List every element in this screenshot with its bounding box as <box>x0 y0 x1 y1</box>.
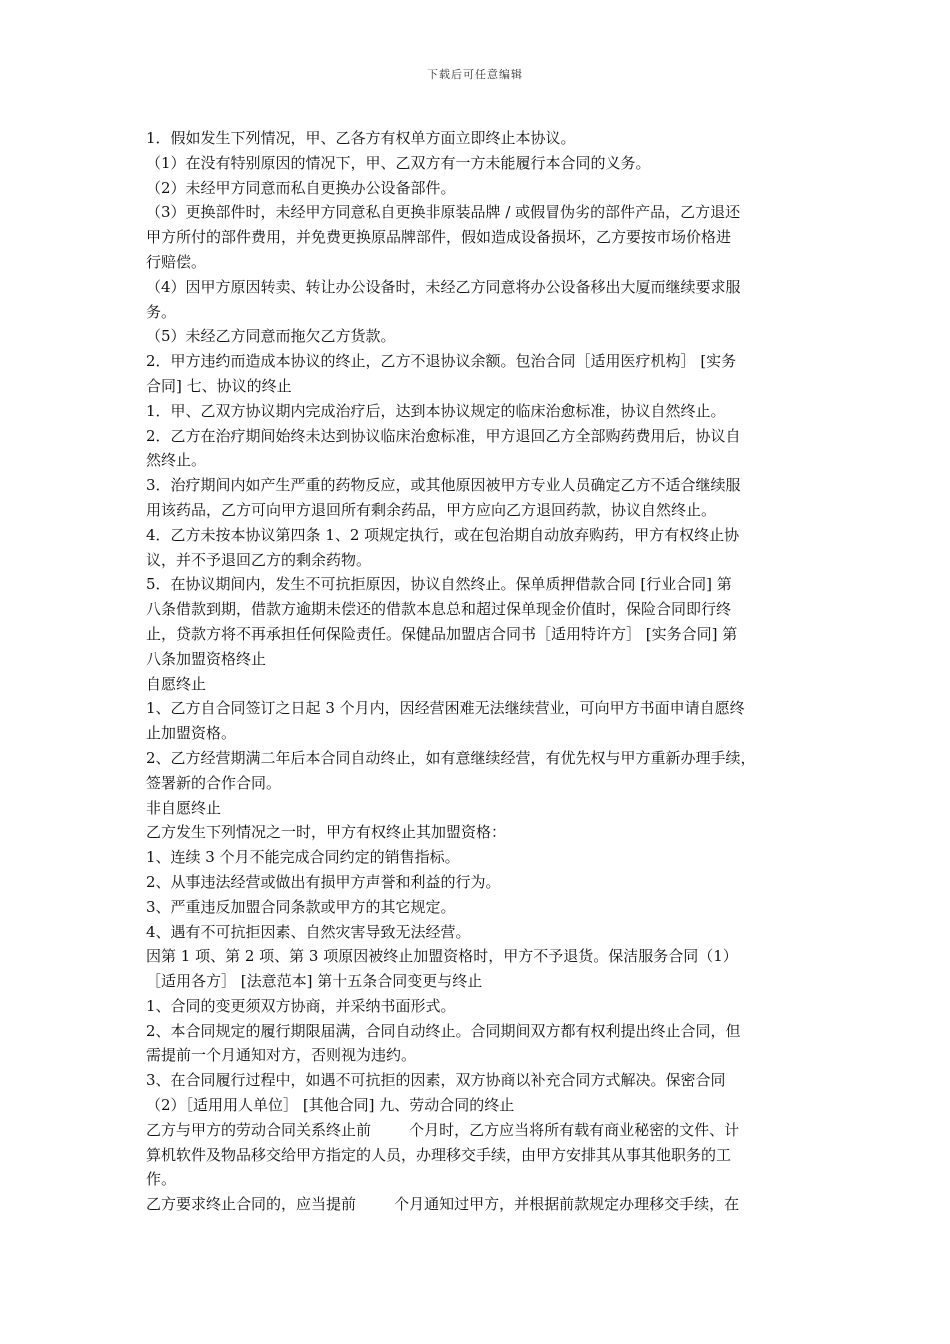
document-body <box>146 126 810 1217</box>
text-line: 合同] 七、协议的终止 <box>146 376 292 395</box>
text-line: 议，并不予退回乙方的剩余药物。 <box>146 550 372 569</box>
text-line: （5）未经乙方同意而拖欠乙方货款。 <box>146 327 396 346</box>
text-line: 非自愿终止 <box>146 798 222 817</box>
text-line: 用该药品，乙方可向甲方退回所有剩余药品，甲方应向乙方退回药款，协议自然终止。 <box>146 500 717 519</box>
text-line: 2．甲方违约而造成本协议的终止，乙方不退协议余额。包治合同［适用医疗机构］ [实务 <box>146 352 737 371</box>
text-line: 甲方所付的部件费用，并免费更换原品牌部件，假如造成设备损坏，乙方要按市场价格进 <box>146 228 732 247</box>
text-line: 因第 1 项、第 2 项、第 3 项原因被终止加盟资格时，甲方不予退货。保洁服务合同（1） <box>146 947 738 966</box>
text-line: 算机软件及物品移交给甲方指定的人员，办理移交手续，由甲方安排其从事其他职务的工 <box>146 1145 732 1164</box>
text-line: 作。 <box>146 1170 177 1189</box>
text-line: 1、乙方自合同签订之日起 3 个月内，因经营困难无法继续营业，可向甲方书面申请自愿终 <box>146 699 745 718</box>
text-line: 乙方要求终止合同的，应当提前 个月通知过甲方，并根据前款规定办理移交手续，在 <box>146 1195 740 1214</box>
text-line: 止加盟资格。 <box>146 724 237 743</box>
text-line: 2．乙方在治疗期间始终未达到协议临床治愈标准，甲方退回乙方全部购药费用后，协议自 <box>146 426 741 445</box>
text-line: 行赔偿。 <box>146 252 207 271</box>
text-line: 签署新的合作合同。 <box>146 773 282 792</box>
text-line: （3）更换部件时，未经甲方同意私自更换非原装品牌 / 或假冒伪劣的部件产品，乙方退还 <box>146 203 741 222</box>
text-line: 1．假如发生下列情况，甲、乙各方有权单方面立即终止本协议。 <box>146 129 576 147</box>
text-line: 需提前一个月通知对方，否则视为违约。 <box>146 1046 417 1065</box>
text-line: 务。 <box>146 302 177 321</box>
text-line: 2、本合同规定的履行期限届满，合同自动终止。合同期间双方都有权利提出终止合同，但 <box>146 1021 741 1040</box>
text-line: 3、严重违反加盟合同条款或甲方的其它规定。 <box>146 897 456 916</box>
text-line: 3、在合同履行过程中，如遇不可抗拒的因素，双方协商以补充合同方式解决。保密合同 <box>146 1071 726 1090</box>
text-line: （4）因甲方原因转卖、转让办公设备时，未经乙方同意将办公设备移出大厦而继续要求服 <box>146 277 741 296</box>
text-line: （2）［适用用人单位］ [其他合同] 九、劳动合同的终止 <box>146 1096 515 1115</box>
text-line: 乙方与甲方的劳动合同关系终止前 个月时，乙方应当将所有载有商业秘密的文件、计 <box>146 1120 740 1139</box>
text-line: 1、合同的变更须双方协商，并采纳书面形式。 <box>146 996 456 1015</box>
text-line: 2、从事违法经营或做出有损甲方声誉和利益的行为。 <box>146 872 501 891</box>
text-line: 然终止。 <box>146 451 207 470</box>
text-line: 5．在协议期间内，发生不可抗拒原因，协议自然终止。保单质押借款合同 [行业合同] 第 <box>146 575 732 594</box>
text-line: （1）在没有特别原因的情况下，甲、乙双方有一方未能履行本合同的义务。 <box>146 153 651 172</box>
text-line: 止，贷款方将不再承担任何保险责任。保健品加盟店合同书［适用特许方］ [实务合同] 第 <box>146 624 738 643</box>
text-line: 1、连续 3 个月不能完成合同约定的销售指标。 <box>146 848 460 867</box>
text-line: 八条借款到期，借款方逾期未偿还的借款本息总和超过保单现金价值时，保险合同即行终 <box>146 600 732 619</box>
text-line: 八条加盟资格终止 <box>146 649 267 668</box>
text-line: 3．治疗期间内如产生严重的药物反应，或其他原因被甲方专业人员确定乙方不适合继续服 <box>146 476 741 495</box>
text-line: 乙方发生下列情况之一时，甲方有权终止其加盟资格： <box>146 823 507 842</box>
text-line: 2、乙方经营期满二年后本合同自动终止，如有意继续经营，有优先权与甲方重新办理手续， <box>146 748 756 767</box>
text-line: 自愿终止 <box>146 674 207 693</box>
text-line: （2）未经甲方同意而私自更换办公设备部件。 <box>146 178 456 197</box>
page-header: 下载后可任意编辑 <box>427 68 523 81</box>
text-line: 4．乙方未按本协议第四条 1、2 项规定执行，或在包治期自动放弃购药，甲方有权终止协 <box>146 525 740 544</box>
text-line: 4、遇有不可抗拒因素、自然灾害导致无法经营。 <box>146 922 471 941</box>
text-line: 1．甲、乙双方协议期内完成治疗后，达到本协议规定的临床治愈标准，协议自然终止。 <box>146 401 726 420</box>
text-line: ［适用各方］ [法意范本] 第十五条合同变更与终止 <box>146 972 483 991</box>
